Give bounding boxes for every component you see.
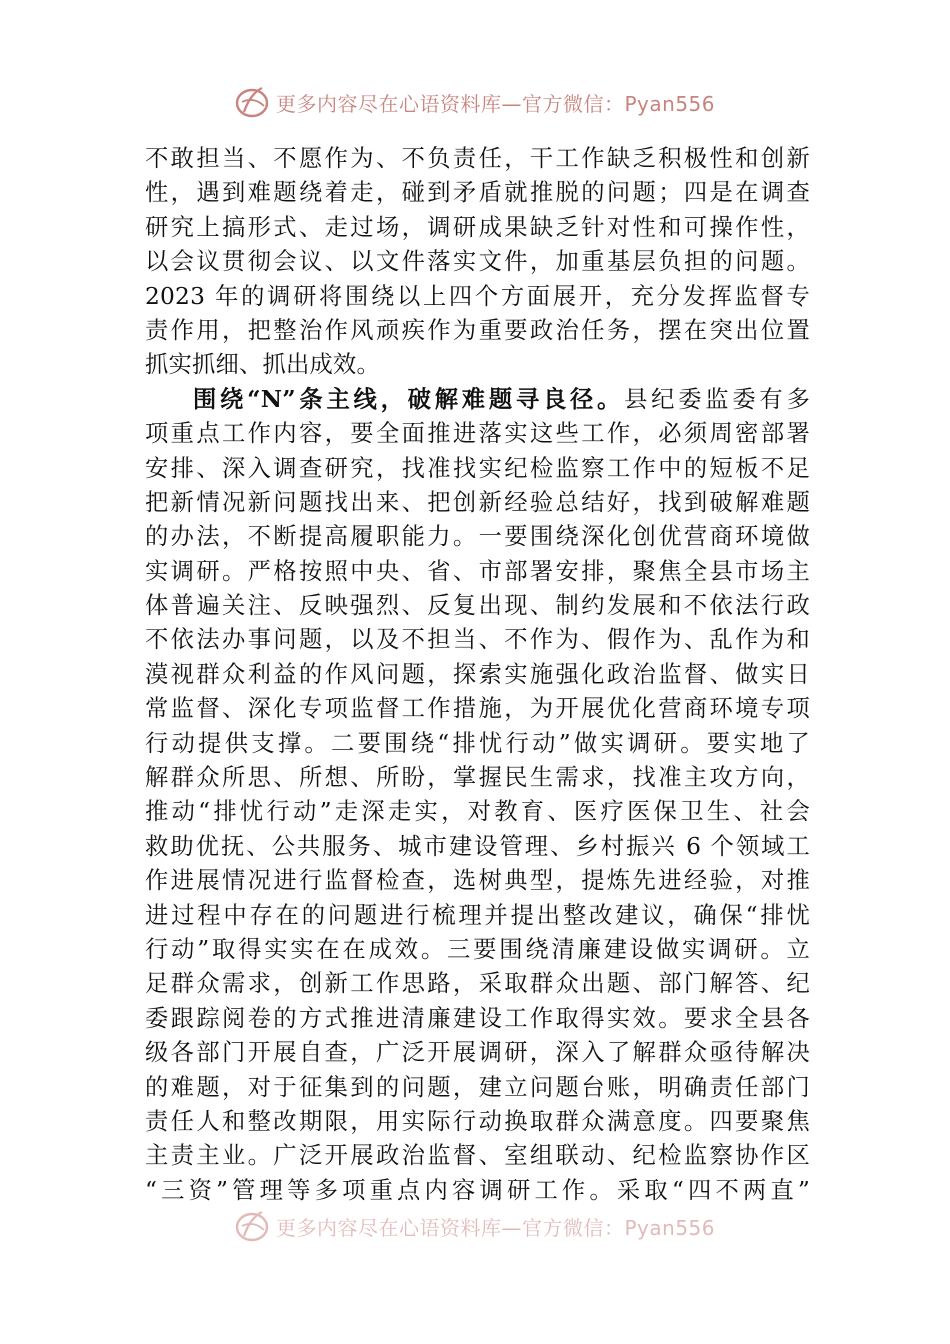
text-line: 责任人和整改期限，用实际行动换取群众满意度。四要聚焦 bbox=[145, 1107, 810, 1135]
handwritten-d-logo-icon bbox=[232, 82, 272, 122]
text-line: 的办法，不断提高履职能力。一要围绕深化创优营商环境做 bbox=[145, 523, 810, 551]
text-line: 解群众所思、所想、所盼，掌握民生需求，找准主攻方向， bbox=[145, 764, 810, 792]
text-line: 责作用，把整治作风顽疾作为重要政治任务，摆在突出位置 bbox=[145, 316, 810, 344]
text-line: 安排、深入调查研究，找准找实纪检监察工作中的短板不足 bbox=[145, 454, 810, 482]
text-line: 研究上搞形式、走过场，调研成果缺乏针对性和可操作性， bbox=[145, 213, 810, 241]
text-line: 2023 年的调研将围绕以上四个方面展开，充分发挥监督专 bbox=[145, 282, 810, 310]
paragraph-1 bbox=[145, 142, 810, 383]
text-line: 漠视群众利益的作风问题，探索实施强化政治监督、做实日 bbox=[145, 660, 810, 688]
paragraph-2 bbox=[145, 383, 810, 1208]
text-line: 进过程中存在的问题进行梳理并提出整改建议，确保“排忧 bbox=[145, 901, 810, 929]
paragraph-heading: 围绕“N”条主线，破解难题寻良径。 bbox=[193, 385, 625, 413]
watermark-text: 更多内容尽在心语资料库—官方微信：Pyan556 bbox=[276, 91, 716, 116]
text-line: 不敢担当、不愿作为、不负责任，干工作缺乏积极性和创新 bbox=[145, 145, 810, 172]
watermark-text: 更多内容尽在心语资料库—官方微信：Pyan556 bbox=[276, 1215, 716, 1240]
text-line: 作进展情况进行监督检查，选树典型，提炼先进经验，对推 bbox=[145, 867, 810, 895]
paragraph-heading-line bbox=[145, 383, 810, 417]
watermark-header bbox=[232, 80, 732, 124]
text-line: 推动“排忧行动”走深走实，对教育、医疗医保卫生、社会 bbox=[145, 798, 810, 826]
text-line: 体普遍关注、反映强烈、反复出现、制约发展和不依法行政 bbox=[145, 592, 810, 620]
handwritten-d-logo-icon bbox=[232, 1206, 272, 1246]
text-line: 主责主业。广泛开展政治监督、室组联动、纪检监察协作区 bbox=[145, 1142, 810, 1170]
document-body bbox=[145, 142, 810, 1208]
text-line: 委跟踪阅卷的方式推进清廉建设工作取得实效。要求全县各 bbox=[145, 1004, 810, 1032]
text-line: 常监督、深化专项监督工作措施，为开展优化营商环境专项 bbox=[145, 695, 810, 723]
watermark-footer bbox=[232, 1204, 732, 1248]
text-line: 性，遇到难题绕着走，碰到矛盾就推脱的问题；四是在调查 bbox=[145, 179, 810, 207]
text-line: 以会议贯彻会议、以文件落实文件，加重基层负担的问题。 bbox=[145, 248, 810, 276]
text-line: 不依法办事问题，以及不担当、不作为、假作为、乱作为和 bbox=[145, 626, 810, 654]
text-line: 行动”取得实实在在成效。三要围绕清廉建设做实调研。立 bbox=[145, 935, 810, 963]
text-line: “三资”管理等多项重点内容调研工作。采取“四不两直” bbox=[145, 1176, 810, 1204]
text-line: 足群众需求，创新工作思路，采取群众出题、部门解答、纪 bbox=[145, 970, 810, 998]
text-line: 级各部门开展自查，广泛开展调研，深入了解群众亟待解决 bbox=[145, 1039, 810, 1067]
text-line: 抓实抓细、抓出成效。 bbox=[145, 351, 380, 379]
text-line: 实调研。严格按照中央、省、市部署安排，聚焦全县市场主 bbox=[145, 557, 810, 585]
text-line: 的难题，对于征集到的问题，建立问题台账，明确责任部门 bbox=[145, 1073, 810, 1101]
text-line: 救助优抚、公共服务、城市建设管理、乡村振兴 6 个领域工 bbox=[145, 832, 810, 860]
text-line: 行动提供支撑。二要围绕“排忧行动”做实调研。要实地了 bbox=[145, 729, 810, 757]
text-line: 把新情况新问题找出来、把创新经验总结好，找到破解难题 bbox=[145, 488, 810, 516]
heading-line-rest: 县纪委监委有多 bbox=[624, 385, 810, 413]
text-line: 项重点工作内容，要全面推进落实这些工作，必须周密部署 bbox=[145, 420, 810, 448]
